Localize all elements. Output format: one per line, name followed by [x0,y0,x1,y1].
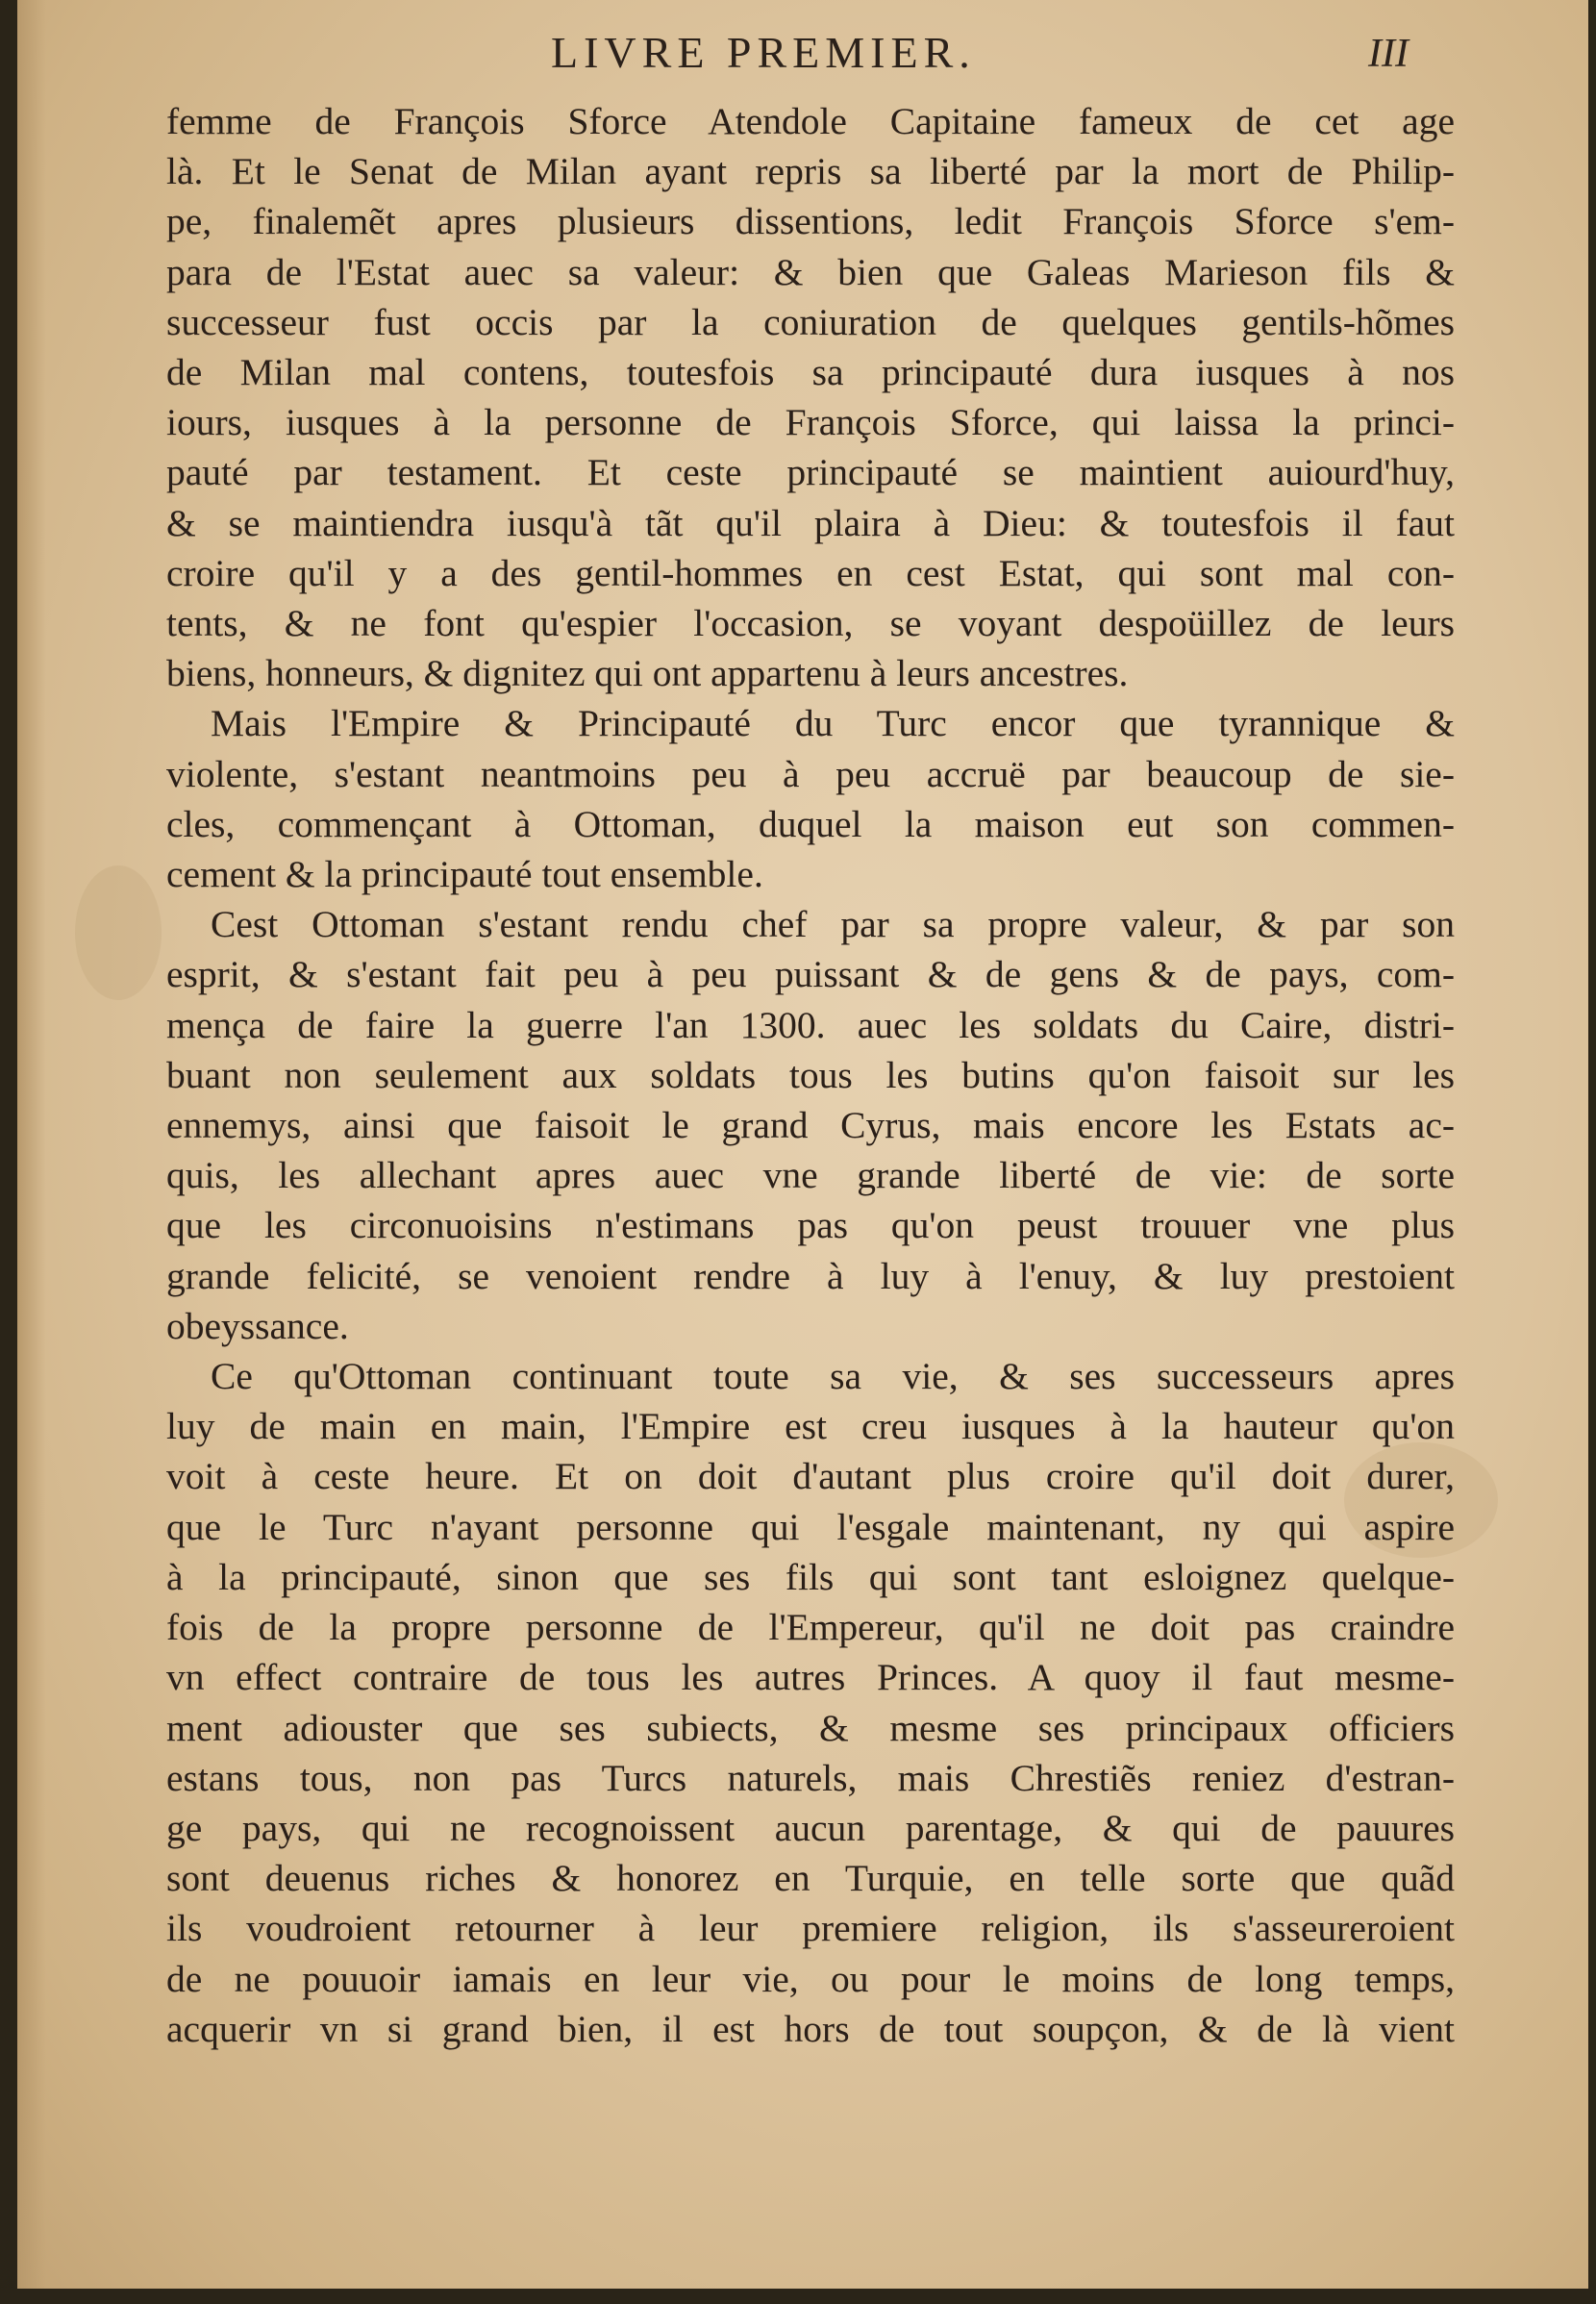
text-line: voit à ceste heure. Et on doit d'autant plus croire qu'il doit durer, [166,1455,1455,1498]
text-line: croire qu'il y a des gentil-hommes en cest Estat, qui sont mal con- [166,551,1455,594]
text-line: ment adiouster que ses subiects, & mesme ses principaux officiers [166,1706,1455,1749]
text-line: femme de François Sforce Atendole Capitaine fameux de cet age [166,100,1455,142]
text-line: vn effect contraire de tous les autres Princes. A quoy il faut mesme- [166,1656,1455,1699]
text-line: ennemys, ainsi que faisoit le grand Cyrus, mais encore les Estats ac- [166,1104,1455,1147]
text-line: biens, honneurs, & dignitez qui ont appartenu à leurs ancestres. [166,652,1129,695]
text-line: iours, iusques à la personne de François Sforce, qui laissa la princi- [166,401,1455,444]
page-edge-shadow [17,0,46,2289]
text-line: successeur fust occis par la coniuration de quelques gentils-hõmes [166,300,1455,343]
text-line: que le Turc n'ayant personne qui l'esgale maintenant, ny qui aspire [166,1505,1455,1548]
text-line: à la principauté, sinon que ses fils qui sont tant esloignez quelque- [166,1555,1455,1598]
page-number: III [1368,32,1409,76]
text-line: buant non seulement aux soldats tous les butins qu'on faisoit sur les [166,1053,1455,1096]
text-line: ge pays, qui ne recognoissent aucun parentage, & qui de pauures [166,1806,1455,1849]
text-line: pauté par testament. Et ceste principauté se maintient auiourd'huy, [166,451,1455,494]
text-line: estans tous, non pas Turcs naturels, mais Chrestiẽs reniez d'estran- [166,1756,1455,1799]
text-line: grande felicité, se venoient rendre à luy à l'enuy, & luy prestoient [166,1254,1455,1297]
text-line: cement & la principauté tout ensemble. [166,853,763,896]
paragraph-start: Cest Ottoman s'estant rendu chef par sa propre valeur, & par son [211,903,1455,946]
text-line: esprit, & s'estant fait peu à peu puissant & de gens & de pays, com- [166,953,1455,996]
text-line: cles, commençant à Ottoman, duquel la maison eut son commen- [166,802,1455,845]
text-line: que les circonuoisins n'estimans pas qu'on peust trouuer vne plus [166,1204,1455,1247]
text-line: quis, les allechant apres auec vne grande liberté de vie: de sorte [166,1154,1455,1197]
text-line: & se maintiendra iusqu'à tãt qu'il plaira à Dieu: & toutesfois il faut [166,501,1455,544]
running-head-title: LIVRE PREMIER. [551,28,976,77]
text-line: mença de faire la guerre l'an 1300. auec les soldats du Caire, distri- [166,1003,1455,1046]
text-line: fois de la propre personne de l'Empereur, qu'il ne doit pas craindre [166,1606,1455,1649]
running-head [17,19,1588,77]
body-text [166,96,1455,2054]
text-line: violente, s'estant neantmoins peu à peu accruë par beaucoup de sie- [166,752,1455,795]
text-line: luy de main en main, l'Empire est creu iusques à la hauteur qu'on [166,1405,1455,1448]
text-line: là. Et le Senat de Milan ayant repris sa liberté par la mort de Philip- [166,150,1455,193]
paragraph-start: Ce qu'Ottoman continuant toute sa vie, & ses successeurs apres [211,1355,1455,1398]
book-page [17,0,1588,2289]
paper-stain [75,865,162,1000]
text-line: de ne pouuoir iamais en leur vie, ou pour le moins de long temps, [166,1957,1455,2000]
text-line: tents, & ne font qu'espier l'occasion, se voyant despoüillez de leurs [166,602,1455,645]
text-line: de Milan mal contens, toutesfois sa principauté dura iusques à nos [166,351,1455,394]
text-line: acquerir vn si grand bien, il est hors de tout soupçon, & de là vient [166,2007,1455,2050]
paragraph-start: Mais l'Empire & Principauté du Turc encor que tyrannique & [211,702,1455,745]
text-line: para de l'Estat auec sa valeur: & bien que Galeas Marieson fils & [166,250,1455,293]
text-line: sont deuenus riches & honorez en Turquie, en telle sorte que quãd [166,1857,1455,1900]
text-line: ils voudroient retourner à leur premiere religion, ils s'asseureroient [166,1907,1455,1950]
text-line: pe, finalemẽt apres plusieurs dissentions, ledit François Sforce s'em- [166,200,1455,243]
text-line: obeyssance. [166,1304,349,1347]
